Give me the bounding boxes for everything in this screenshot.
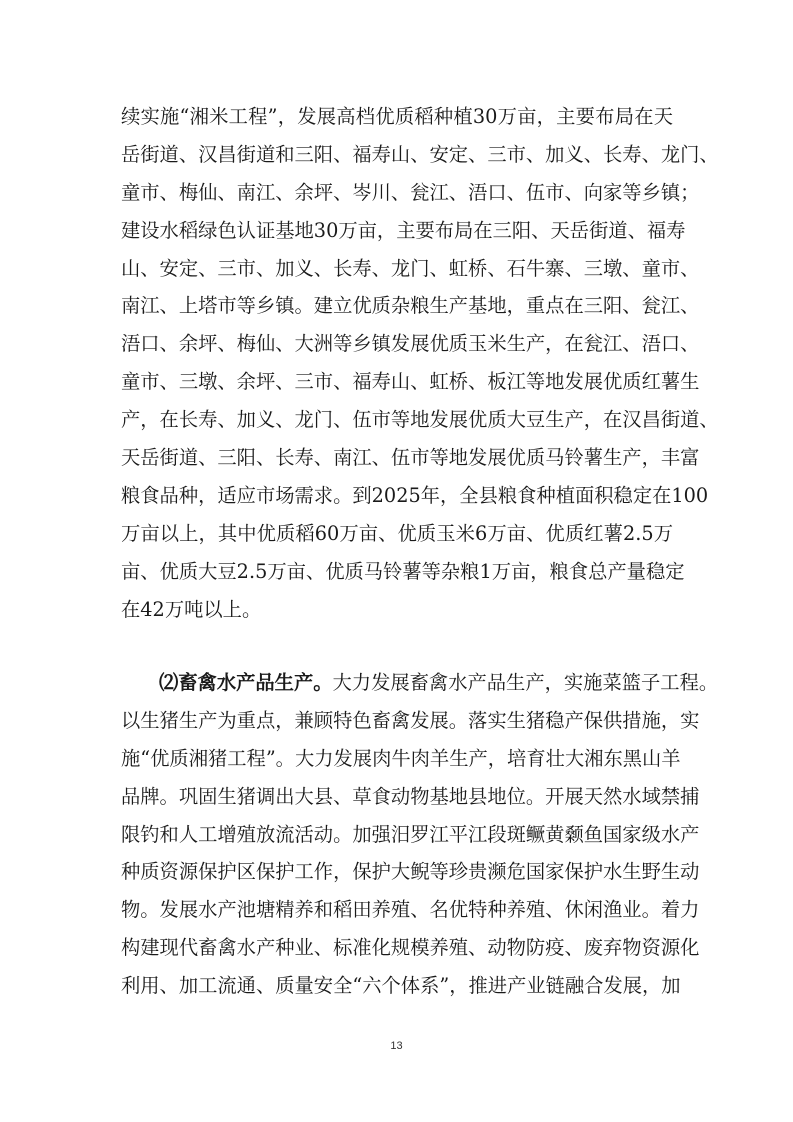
text-line: 天岳街道、三阳、长寿、南江、伍市等地发展优质马铃薯生产，丰富: [121, 446, 700, 470]
page-number: 13: [390, 1040, 403, 1052]
text-line: 产，在长寿、加义、龙门、伍市等地发展优质大豆生产，在汉昌街道、: [121, 408, 719, 432]
text-line: 品牌。巩固生猪调出大县、草食动物基地县地位。开展天然水域禁捕: [121, 784, 700, 808]
text-line: 万亩以上，其中优质稻60万亩、优质玉米6万亩、优质红薯2.5万: [121, 521, 673, 545]
text-line: 岳街道、汉昌街道和三阳、福寿山、安定、三市、加义、长寿、龙门、: [121, 142, 719, 166]
text-line: 续实施“湘米工程”，发展高档优质稻种植30万亩，主要布局在天: [121, 105, 673, 128]
text-line: 在42万吨以上。: [121, 597, 262, 621]
text-line: 南江、上塔市等乡镇。建立优质杂粮生产基地，重点在三阳、瓮江、: [121, 294, 700, 318]
text-line: 粮食品种，适应市场需求。到2025年，全县粮食种植面积稳定在100: [121, 483, 709, 507]
text-line: 种质资源保护区保护工作，保护大鲵等珍贵濒危国家保护水生野生动: [121, 860, 700, 884]
text-line: 建设水稻绿色认证基地30万亩，主要布局在三阳、天岳街道、福寿: [121, 218, 686, 242]
paragraph-grain-production: [121, 98, 719, 628]
text-line: 构建现代畜禽水产种业、标准化规模养殖、动物防疫、废弃物资源化: [121, 936, 700, 960]
section-heading-line: [121, 664, 719, 702]
paragraph-livestock-aquatic: [121, 664, 719, 1005]
text-line: 童市、三墩、余坪、三市、福寿山、虹桥、板江等地发展优质红薯生: [121, 370, 700, 394]
section-heading: ⑵畜禽水产品生产。: [159, 671, 333, 694]
text-line: 以生猪生产为重点，兼顾特色畜禽发展。落实生猪稳产保供措施，实: [121, 708, 700, 732]
text-line: 山、安定、三市、加义、长寿、龙门、虹桥、石牛寨、三墩、童市、: [121, 256, 700, 280]
text-line-rest: 大力发展畜禽水产品生产，实施菜篮子工程。: [332, 671, 719, 694]
text-line: 限钓和人工增殖放流活动。加强汨罗江平江段斑鳜黄颡鱼国家级水产: [121, 822, 700, 846]
text-line: 童市、梅仙、南江、余坪、岑川、瓮江、浯口、伍市、向家等乡镇；: [121, 180, 700, 204]
text-line: 施“优质湘猪工程”。大力发展肉牛肉羊生产，培育壮大湘东黑山羊: [121, 746, 681, 770]
text-line: 利用、加工流通、质量安全“六个体系”，推进产业链融合发展，加: [121, 974, 681, 998]
text-line: 亩、优质大豆2.5万亩、优质马铃薯等杂粮1万亩，粮食总产量稳定: [121, 559, 685, 583]
text-line: 物。发展水产池塘精养和稻田养殖、名优特种养殖、休闲渔业。着力: [121, 898, 700, 922]
text-line: 浯口、余坪、梅仙、大洲等乡镇发展优质玉米生产，在瓮江、浯口、: [121, 332, 700, 356]
